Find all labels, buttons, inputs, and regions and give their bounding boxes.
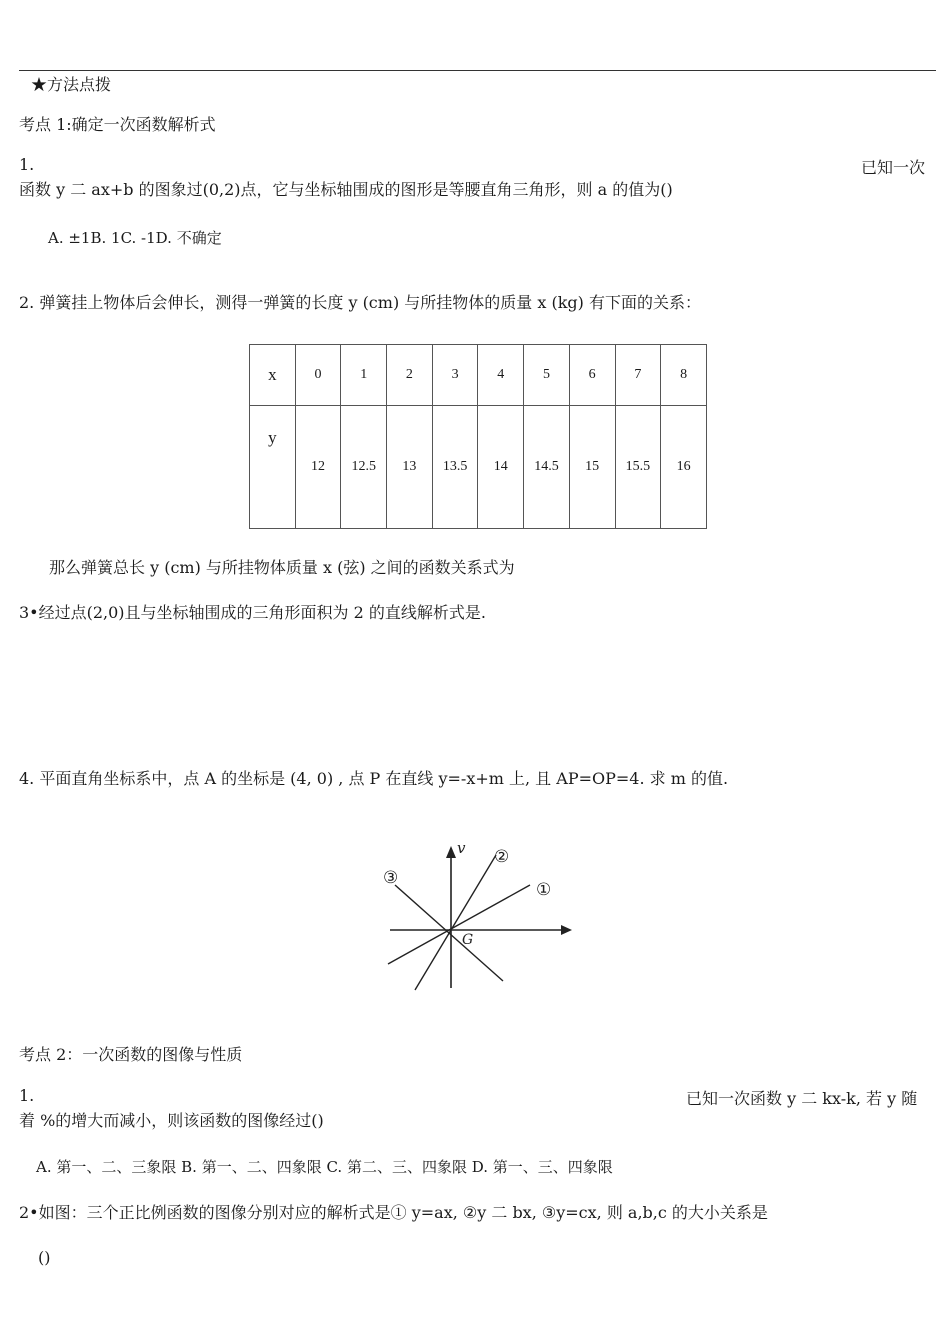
header-rule [19, 70, 936, 71]
table-row-label-y: y [250, 406, 296, 529]
table-row-y [250, 406, 707, 529]
table-cell: 2 [387, 345, 433, 406]
s1-q2-followup: 那么弹簧总长 y (cm) 与所挂物体质量 x (弦) 之间的函数关系式为 [49, 558, 515, 577]
line-1-label: ① [536, 880, 552, 900]
table-cell: 8 [661, 345, 707, 406]
table-cell: 6 [569, 345, 615, 406]
table-cell: 15 [569, 406, 615, 529]
table-cell: 12.5 [341, 406, 387, 529]
s2-q2-text: 2•如图：三个正比例函数的图像分别对应的解析式是① y=ax, ②y 二 bx, ③y=cx, 则 a,b,c 的大小关系是 [19, 1203, 768, 1222]
line-3 [395, 885, 503, 981]
line-3-label: ③ [383, 868, 399, 888]
y-axis-label: v [457, 839, 466, 857]
y-axis-arrow-icon [446, 846, 456, 858]
table-row-label-x: x [250, 345, 296, 406]
table-cell: 4 [478, 345, 524, 406]
line-2-label: ② [494, 847, 510, 867]
s1-q1-lead: 已知一次 [861, 158, 926, 177]
table-cell: 12 [295, 406, 341, 529]
table-cell: 3 [432, 345, 478, 406]
section2-title: 考点 2：一次函数的图像与性质 [19, 1045, 243, 1064]
table-cell: 7 [615, 345, 661, 406]
method-tips-title: ★方法点拨 [31, 75, 112, 94]
table-cell: 14.5 [524, 406, 570, 529]
table-cell: 13 [387, 406, 433, 529]
origin-label: G [462, 932, 474, 948]
table-cell: 1 [341, 345, 387, 406]
s2-q2-answer-blank: () [38, 1248, 51, 1267]
section1-title: 考点 1:确定一次函数解析式 [19, 115, 216, 134]
table-cell: 15.5 [615, 406, 661, 529]
table-row-x [250, 345, 707, 406]
spring-data-table [249, 344, 707, 529]
proportional-functions-figure [378, 838, 578, 993]
s2-q1-options: A. 第一、二、三象限 B. 第一、二、四象限 C. 第二、三、四象限 D. 第一、三、四象限 [36, 1158, 613, 1176]
x-axis-arrow-icon [561, 925, 572, 935]
s2-q1-lead: 已知一次函数 y 二 kx-k, 若 y 随 [686, 1089, 918, 1108]
s2-q1-text: 着 %的增大而减小，则该函数的图像经过() [19, 1111, 324, 1130]
table-cell: 14 [478, 406, 524, 529]
s1-q1-text: 函数 y 二 ax+b 的图象过(0,2)点，它与坐标轴围成的图形是等腰直角三角形，则 a 的值为() [19, 180, 673, 199]
table-cell: 5 [524, 345, 570, 406]
line-2 [415, 855, 496, 990]
table-cell: 13.5 [432, 406, 478, 529]
s1-q2-text: 2. 弹簧挂上物体后会伸长，测得一弹簧的长度 y (cm) 与所挂物体的质量 x (kg) 有下面的关系： [19, 293, 701, 312]
s1-q3-text: 3•经过点(2,0)且与坐标轴围成的三角形面积为 2 的直线解析式是. [19, 603, 486, 622]
s1-q1-number: 1. [19, 155, 35, 174]
table-cell: 0 [295, 345, 341, 406]
s1-q4-text: 4. 平面直角坐标系中，点 A 的坐标是 (4, 0) , 点 P 在直线 y=-x+m 上, 且 AP=OP=4. 求 m 的值. [19, 769, 729, 788]
s1-q1-options: A. ±1B. 1C. -1D. 不确定 [48, 229, 222, 247]
s2-q1-number: 1. [19, 1086, 35, 1105]
table-cell: 16 [661, 406, 707, 529]
